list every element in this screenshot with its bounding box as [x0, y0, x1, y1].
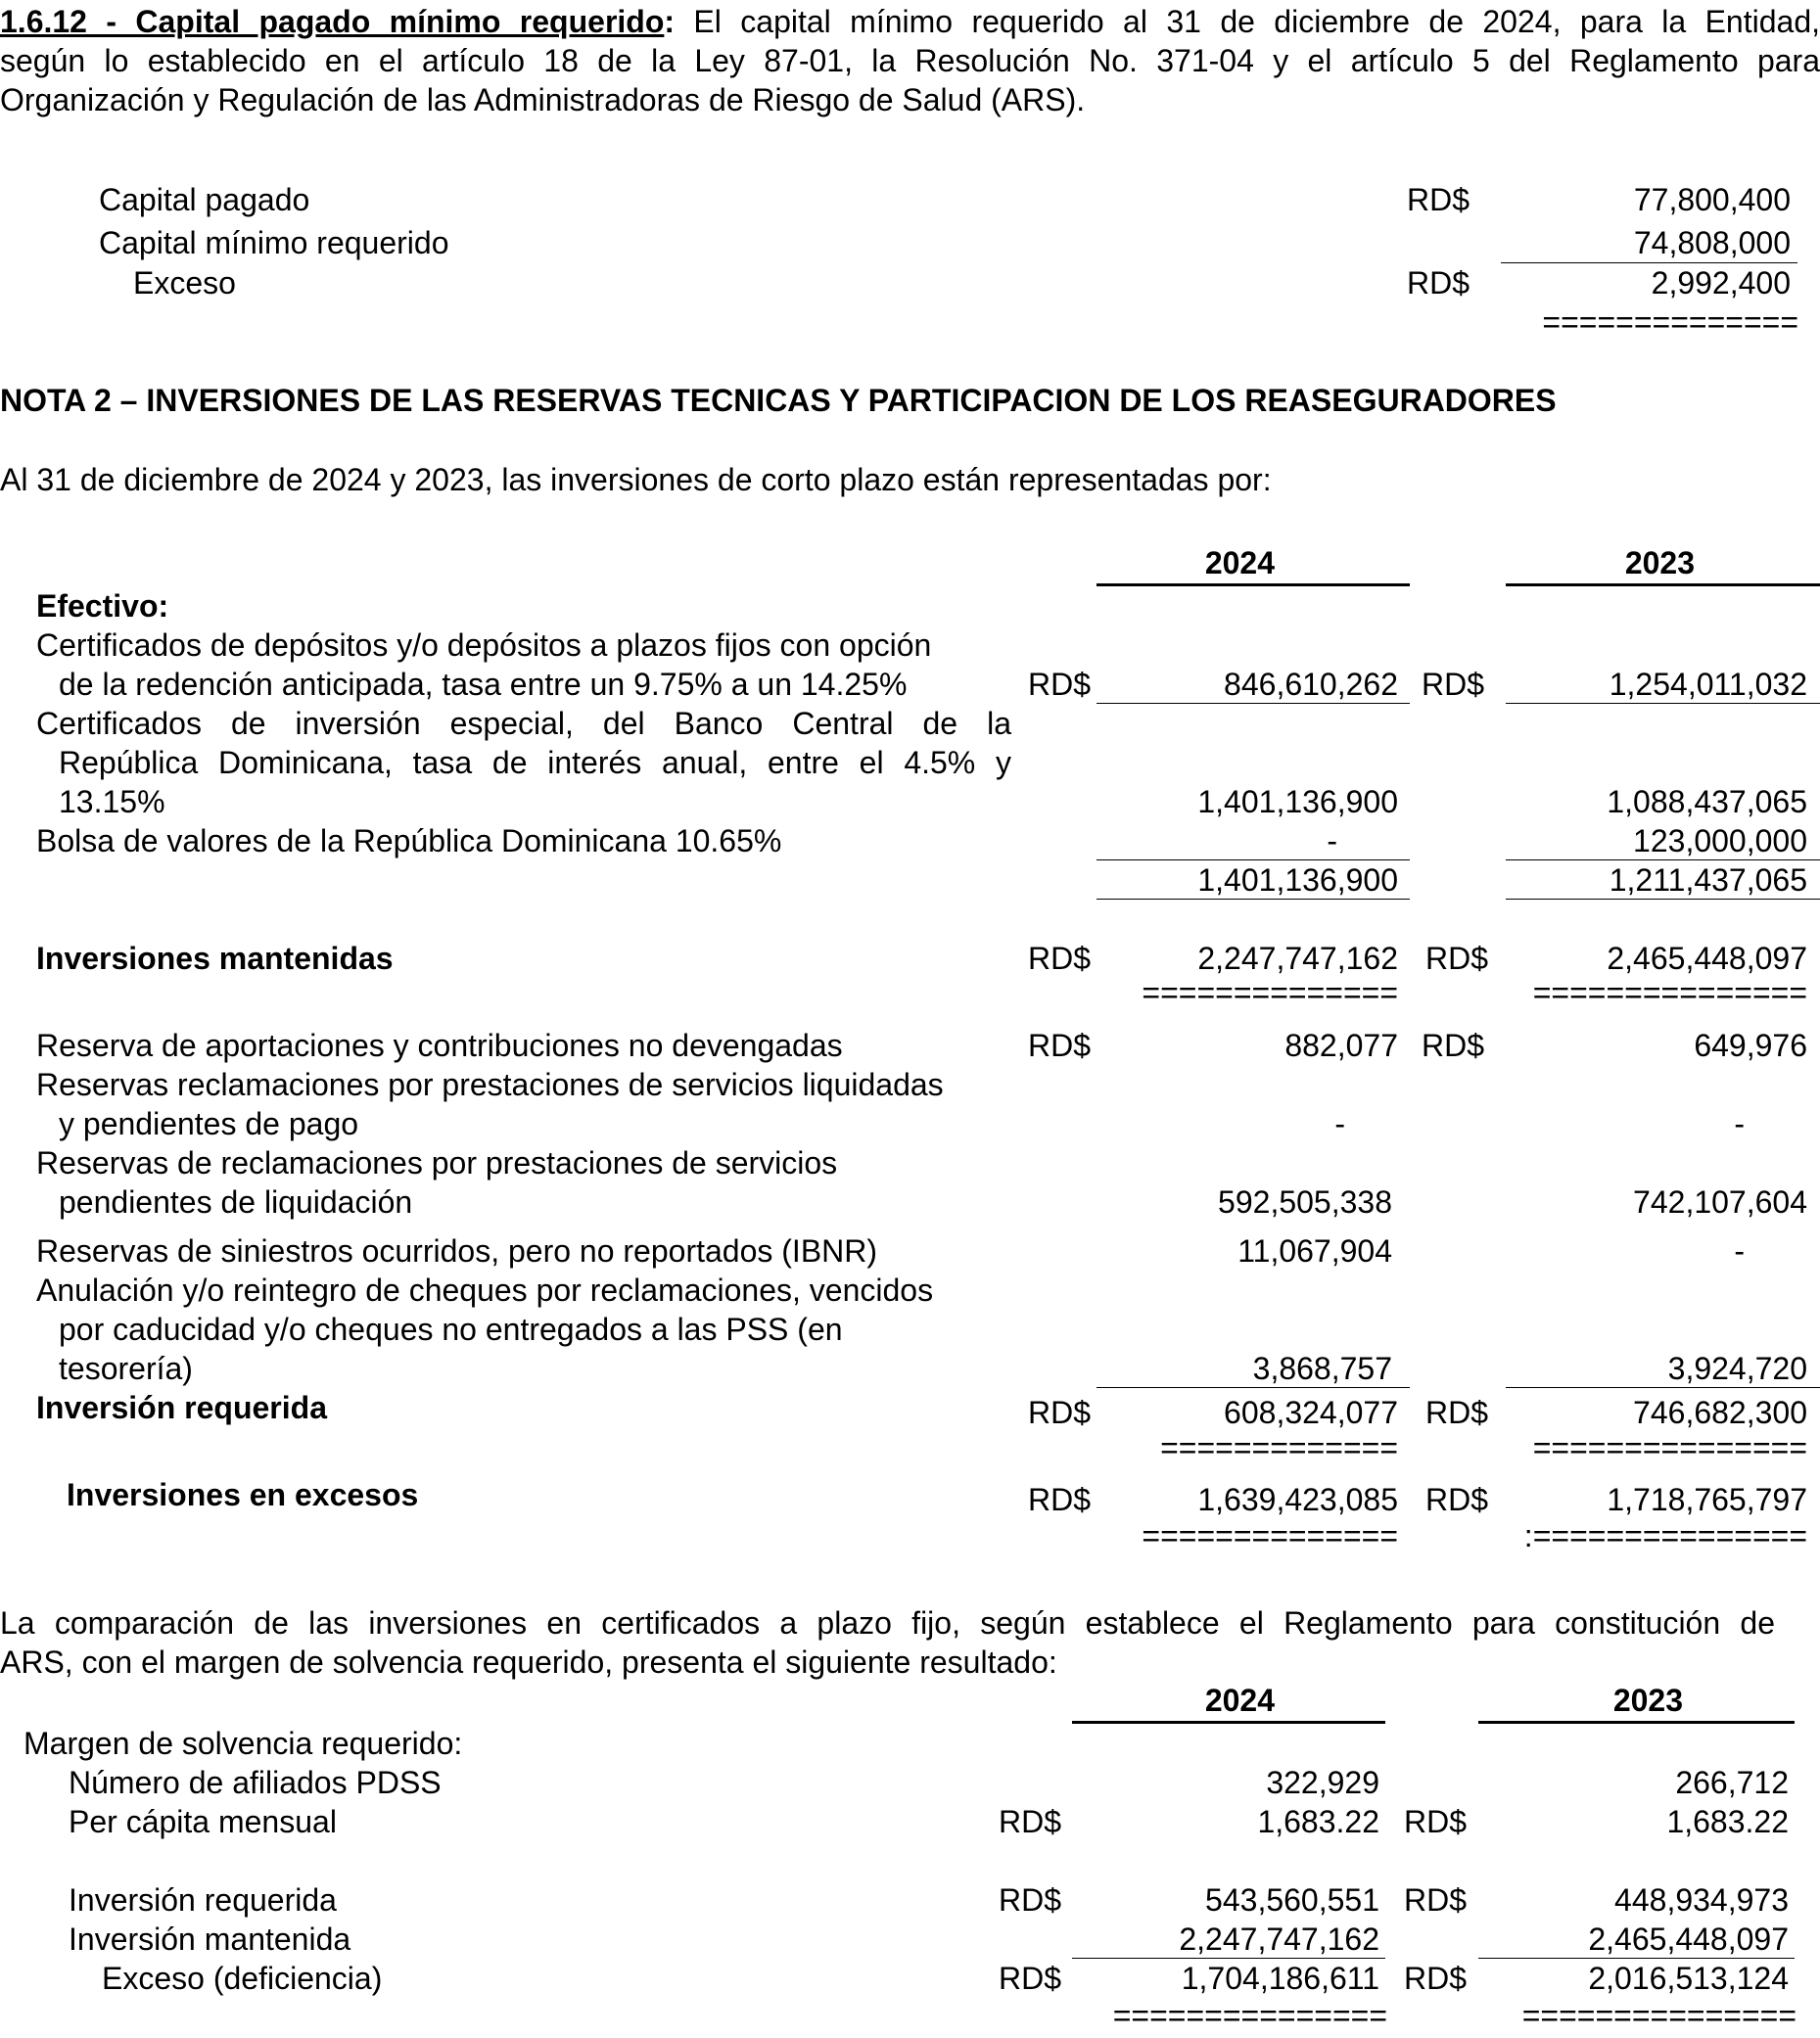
comp-mantenida-rule-2023: [1478, 1958, 1795, 1959]
inversiones-excesos-currency-2024: RD$: [1028, 1482, 1092, 1517]
reservas-pendientes-value-2024: 592,505,338: [1218, 1184, 1392, 1220]
capital-minimo-label: Capital mínimo requerido: [99, 225, 449, 260]
reserva-aportaciones-currency-2024: RD$: [1028, 1028, 1092, 1063]
comp-exceso-currency-2024: RD$: [999, 1961, 1062, 1996]
reserva-aportaciones-value-2023: 649,976: [1694, 1028, 1807, 1063]
cie-line-3: 13.15%: [59, 784, 165, 819]
year-2023-underline: [1506, 583, 1820, 586]
mantenidas-double-rule-2024: ==============: [1142, 975, 1398, 1010]
reservas-liquidadas-value-2024: -: [1334, 1106, 1345, 1141]
anulacion-line-1: Anulación y/o reintegro de cheques por reclamaciones, vencidos: [36, 1273, 934, 1308]
comp-exceso-value-2023: 2,016,513,124: [1588, 1961, 1789, 1996]
excesos-double-rule-2024: ==============: [1142, 1518, 1398, 1553]
cie-value-2024: 1,401,136,900: [1197, 784, 1398, 819]
reservas-liquidadas-value-2023: -: [1734, 1106, 1745, 1141]
bolsa-value-2024: -: [1327, 823, 1337, 858]
inversiones-mantenidas-value-2023: 2,465,448,097: [1607, 941, 1807, 976]
section-heading: 1.6.12 - Capital pagado mínimo requerido: [0, 4, 665, 39]
certificados-value-2023: 1,254,011,032: [1609, 667, 1807, 702]
afiliados-label: Número de afiliados PDSS: [69, 1765, 442, 1800]
comparacion-year-2024-underline: [1072, 1721, 1385, 1724]
capital-pagado-label: Capital pagado: [99, 182, 310, 217]
subtotal-value-2024: 1,401,136,900: [1197, 862, 1398, 898]
bolsa-value-2023: 123,000,000: [1633, 823, 1807, 858]
inversiones-excesos-value-2023: 1,718,765,797: [1607, 1482, 1807, 1517]
comparacion-paragraph: [0, 1603, 1775, 1682]
per-capita-value-2024: 1,683.22: [1257, 1804, 1379, 1839]
inversiones-mantenidas-currency-2023: RD$: [1425, 941, 1489, 976]
inversiones-mantenidas-label: Inversiones mantenidas: [36, 941, 394, 976]
comp-exceso-currency-2023: RD$: [1404, 1961, 1468, 1996]
comp-inversion-requerida-value-2024: 543,560,551: [1205, 1882, 1379, 1918]
intro-line-2: según lo establecido en el artículo 18 de la Ley 87-01, la Resolución No. 371-04 y el artículo 5 del Reglamento para: [0, 43, 1820, 78]
inversiones-excesos-value-2024: 1,639,423,085: [1197, 1482, 1398, 1517]
afiliados-value-2023: 266,712: [1675, 1765, 1789, 1800]
capital-pagado-value: 77,800,400: [1633, 182, 1791, 217]
certificados-rule-2024: [1097, 703, 1410, 704]
cie-line-2: República Dominicana, tasa de interés anual, entre el 4.5% y: [59, 745, 1011, 780]
bolsa-rule-2023: [1506, 859, 1820, 860]
reserva-aportaciones-label: Reserva de aportaciones y contribuciones no devengadas: [36, 1028, 843, 1063]
certificados-line-1: Certificados de depósitos y/o depósitos a plazos fijos con opción: [36, 627, 932, 663]
anulacion-line-2: por caducidad y/o cheques no entregados a las PSS (en: [59, 1312, 843, 1347]
certificados-currency-2023: RD$: [1422, 667, 1485, 702]
cie-value-2023: 1,088,437,065: [1607, 784, 1807, 819]
cie-line-1: Certificados de inversión especial, del Banco Central de la: [36, 706, 1011, 741]
reservas-pendientes-value-2023: 742,107,604: [1633, 1184, 1807, 1220]
comp-inversion-requerida-label: Inversión requerida: [69, 1882, 337, 1918]
comparacion-year-2024: 2024: [1204, 1683, 1275, 1718]
requerida-double-rule-2024: =============: [1160, 1430, 1398, 1465]
ibnr-value-2023: -: [1734, 1233, 1745, 1269]
certificados-line-2: de la redención anticipada, tasa entre un 9.75% a un 14.25%: [59, 667, 908, 702]
reservas-liquidadas-line-2: y pendientes de pago: [59, 1106, 359, 1141]
comp-inversion-mantenida-label: Inversión mantenida: [69, 1922, 351, 1957]
inversion-requerida-currency-2023: RD$: [1425, 1395, 1489, 1430]
subtotal-value-2023: 1,211,437,065: [1609, 862, 1807, 898]
capital-double-rule: ==============: [1542, 304, 1798, 340]
comp-inversion-requerida-value-2023: 448,934,973: [1614, 1882, 1789, 1918]
comp-exceso-label: Exceso (deficiencia): [102, 1961, 383, 1996]
anulacion-rule-2023: [1506, 1387, 1820, 1388]
comp-inversion-requerida-currency-2024: RD$: [999, 1882, 1062, 1918]
comp-inversion-requerida-currency-2023: RD$: [1404, 1882, 1468, 1918]
capital-exceso-value: 2,992,400: [1651, 265, 1791, 301]
efectivo-heading: Efectivo:: [36, 588, 169, 624]
bolsa-rule-2024: [1097, 859, 1410, 860]
certificados-currency-2024: RD$: [1028, 667, 1092, 702]
intro-paragraph: [0, 2, 1820, 119]
per-capita-currency-2024: RD$: [999, 1804, 1062, 1839]
comparacion-line-1: La comparación de las inversiones en certificados a plazo fijo, según establece el Reglamento para constitución de: [0, 1605, 1775, 1641]
inversion-requerida-value-2024: 608,324,077: [1224, 1395, 1398, 1430]
comp-inversion-mantenida-value-2024: 2,247,747,162: [1179, 1922, 1379, 1957]
comparacion-year-2023-underline: [1478, 1721, 1795, 1724]
inversiones-mantenidas-value-2024: 2,247,747,162: [1197, 941, 1398, 976]
inversiones-excesos-currency-2023: RD$: [1425, 1482, 1489, 1517]
anulacion-value-2024: 3,868,757: [1252, 1351, 1392, 1386]
comp-exceso-value-2024: 1,704,186,611: [1181, 1961, 1379, 1996]
anulacion-value-2023: 3,924,720: [1667, 1351, 1807, 1386]
inversiones-excesos-label: Inversiones en excesos: [67, 1477, 419, 1512]
subtotal-rule-2023: [1506, 899, 1820, 900]
comparacion-line-2: ARS, con el margen de solvencia requerido, presenta el siguiente resultado:: [0, 1644, 1057, 1680]
mantenidas-double-rule-2023: ===============: [1532, 975, 1807, 1010]
comp-double-rule-2024: ===============: [1112, 1998, 1387, 2033]
nota2-year-2024: 2024: [1204, 545, 1275, 580]
reserva-aportaciones-value-2024: 882,077: [1284, 1028, 1398, 1063]
inversion-requerida-value-2023: 746,682,300: [1633, 1395, 1807, 1430]
certificados-value-2024: 846,610,262: [1224, 667, 1398, 702]
intro-line-1: 1.6.12 - Capital pagado mínimo requerido: El capital mínimo requerido al 31 de diciembre de 2024, para la Entidad,: [0, 4, 1820, 39]
intro-line-3: Organización y Regulación de las Administradoras de Riesgo de Salud (ARS).: [0, 82, 1086, 117]
nota2-title: NOTA 2 – INVERSIONES DE LAS RESERVAS TECNICAS Y PARTICIPACION DE LOS REASEGURADORES: [0, 383, 1557, 418]
capital-exceso-label: Exceso: [133, 265, 236, 301]
comp-double-rule-2023: ===============: [1521, 1998, 1797, 2033]
anulacion-line-3: tesorería): [59, 1351, 193, 1386]
per-capita-currency-2023: RD$: [1404, 1804, 1468, 1839]
afiliados-value-2024: 322,929: [1266, 1765, 1379, 1800]
margen-heading: Margen de solvencia requerido:: [23, 1726, 463, 1761]
inversion-requerida-currency-2024: RD$: [1028, 1395, 1092, 1430]
capital-subtotal-rule: [1501, 262, 1797, 263]
requerida-double-rule-2023: ===============: [1532, 1430, 1807, 1465]
comp-mantenida-rule-2024: [1072, 1958, 1385, 1959]
subtotal-rule-2024: [1097, 899, 1410, 900]
bolsa-label: Bolsa de valores de la República Dominicana 10.65%: [36, 823, 782, 858]
per-capita-label: Per cápita mensual: [69, 1804, 337, 1839]
inversiones-mantenidas-currency-2024: RD$: [1028, 941, 1092, 976]
per-capita-value-2023: 1,683.22: [1666, 1804, 1789, 1839]
year-2024-underline: [1097, 583, 1410, 586]
certificados-rule-2023: [1506, 703, 1820, 704]
anulacion-rule-2024: [1097, 1387, 1410, 1388]
inversion-requerida-label: Inversión requerida: [36, 1390, 327, 1425]
comparacion-year-2023: 2023: [1612, 1683, 1683, 1718]
ibnr-value-2024: 11,067,904: [1237, 1233, 1392, 1269]
reservas-liquidadas-line-1: Reservas reclamaciones por prestaciones de servicios liquidadas: [36, 1067, 944, 1102]
ibnr-label: Reservas de siniestros ocurridos, pero no reportados (IBNR): [36, 1233, 878, 1269]
reserva-aportaciones-currency-2023: RD$: [1422, 1028, 1485, 1063]
nota2-intro: Al 31 de diciembre de 2024 y 2023, las inversiones de corto plazo están representadas por:: [0, 462, 1272, 497]
reservas-pendientes-line-2: pendientes de liquidación: [59, 1184, 413, 1220]
comp-inversion-mantenida-value-2023: 2,465,448,097: [1588, 1922, 1789, 1957]
capital-minimo-value: 74,808,000: [1633, 225, 1791, 260]
capital-pagado-currency: RD$: [1407, 182, 1470, 217]
excesos-double-rule-2023: :===============: [1523, 1518, 1807, 1553]
nota2-year-2023: 2023: [1624, 545, 1695, 580]
capital-exceso-currency: RD$: [1407, 265, 1470, 301]
reservas-pendientes-line-1: Reservas de reclamaciones por prestaciones de servicios: [36, 1145, 838, 1181]
